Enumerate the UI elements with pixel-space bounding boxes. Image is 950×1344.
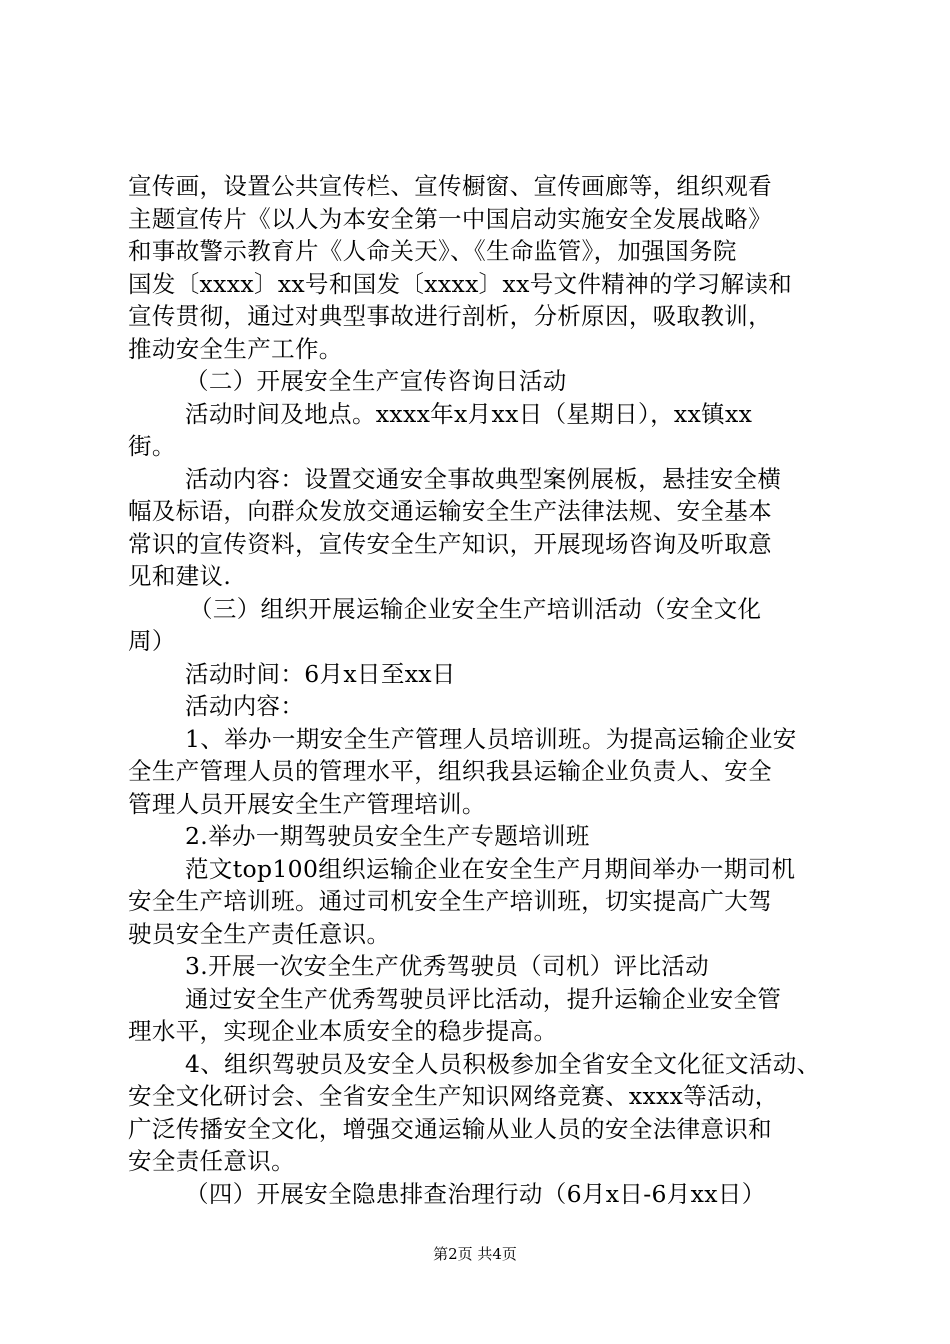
text-line: 推动安全生产工作。 (128, 334, 343, 363)
text-line: 驶员安全生产责任意识。 (128, 919, 391, 948)
text-line: 活动内容： (185, 692, 305, 720)
text-line: 3.开展一次安全生产优秀驾驶员（司机）评比活动 (185, 952, 709, 980)
text-line: 2.举办一期驾驶员安全生产专题培训班 (185, 822, 590, 850)
text-line: 宣传贯彻，通过对典型事故进行剖析，分析原因，吸取教训， (128, 302, 772, 330)
text-line: 和事故警示教育片《人命关天》、《生命监管》，加强国务院 (128, 237, 737, 265)
section-heading-4: （四）开展安全隐患排查治理行动（6月x日-6月xx日） (185, 1179, 766, 1208)
text-line: 活动时间：6月x日至xx日 (185, 659, 456, 688)
text-line: 主题宣传片《以人为本安全第一中国启动实施安全发展战略》 (128, 204, 772, 233)
section-heading-2: （二）开展安全生产宣传咨询日活动 (185, 367, 567, 395)
text-line: 安全责任意识。 (128, 1147, 295, 1175)
text-line: 1、举办一期安全生产管理人员培训班。为提高运输企业安 (185, 724, 797, 753)
text-line: 幅及标语，向群众发放交通运输安全生产法律法规、安全基本 (128, 497, 772, 525)
section-heading-3: （三）组织开展运输企业安全生产培训活动（安全文化 (189, 594, 762, 623)
text-line: 见和建议. (128, 562, 232, 590)
page-footer: 第2页 共4页 (433, 1245, 517, 1263)
text-line: 活动内容：设置交通安全事故典型案例展板，悬挂安全横 (185, 464, 782, 493)
text-line: 宣传画，设置公共宣传栏、宣传橱窗、宣传画廊等，组织观看 (128, 172, 772, 200)
text-line: 通过安全生产优秀驾驶员评比活动，提升运输企业安全管 (185, 984, 782, 1013)
text-line: 广泛传播安全文化，增强交通运输从业人员的安全法律意识和 (128, 1114, 772, 1143)
text-line: 安全生产培训班。通过司机安全生产培训班，切实提高广大驾 (128, 887, 772, 915)
document-body (128, 170, 840, 1210)
text-line: 全生产管理人员的管理水平，组织我县运输企业负责人、安全 (128, 757, 772, 785)
text-line: 4、组织驾驶员及安全人员积极参加全省安全文化征文活动、 (185, 1049, 821, 1078)
text-line: 街。 (128, 432, 176, 460)
text-line: 理水平，实现企业本质安全的稳步提高。 (128, 1017, 558, 1045)
text-line: 活动时间及地点。xxxx年x月xx日（星期日），xx镇xx (185, 399, 753, 428)
text-line: 常识的宣传资料，宣传安全生产知识，开展现场咨询及听取意 (128, 529, 772, 558)
text-line: 范文top100组织运输企业在安全生产月期间举办一期司机 (185, 854, 796, 883)
text-line: 国发〔xxxx〕xx号和国发〔xxxx〕xx号文件精神的学习解读和 (128, 269, 793, 298)
text-line: 管理人员开展安全生产管理培训。 (128, 789, 486, 818)
text-line: 安全文化研讨会、全省安全生产知识网络竞赛、xxxx等活动， (128, 1082, 779, 1110)
text-line: 周） (128, 627, 176, 655)
